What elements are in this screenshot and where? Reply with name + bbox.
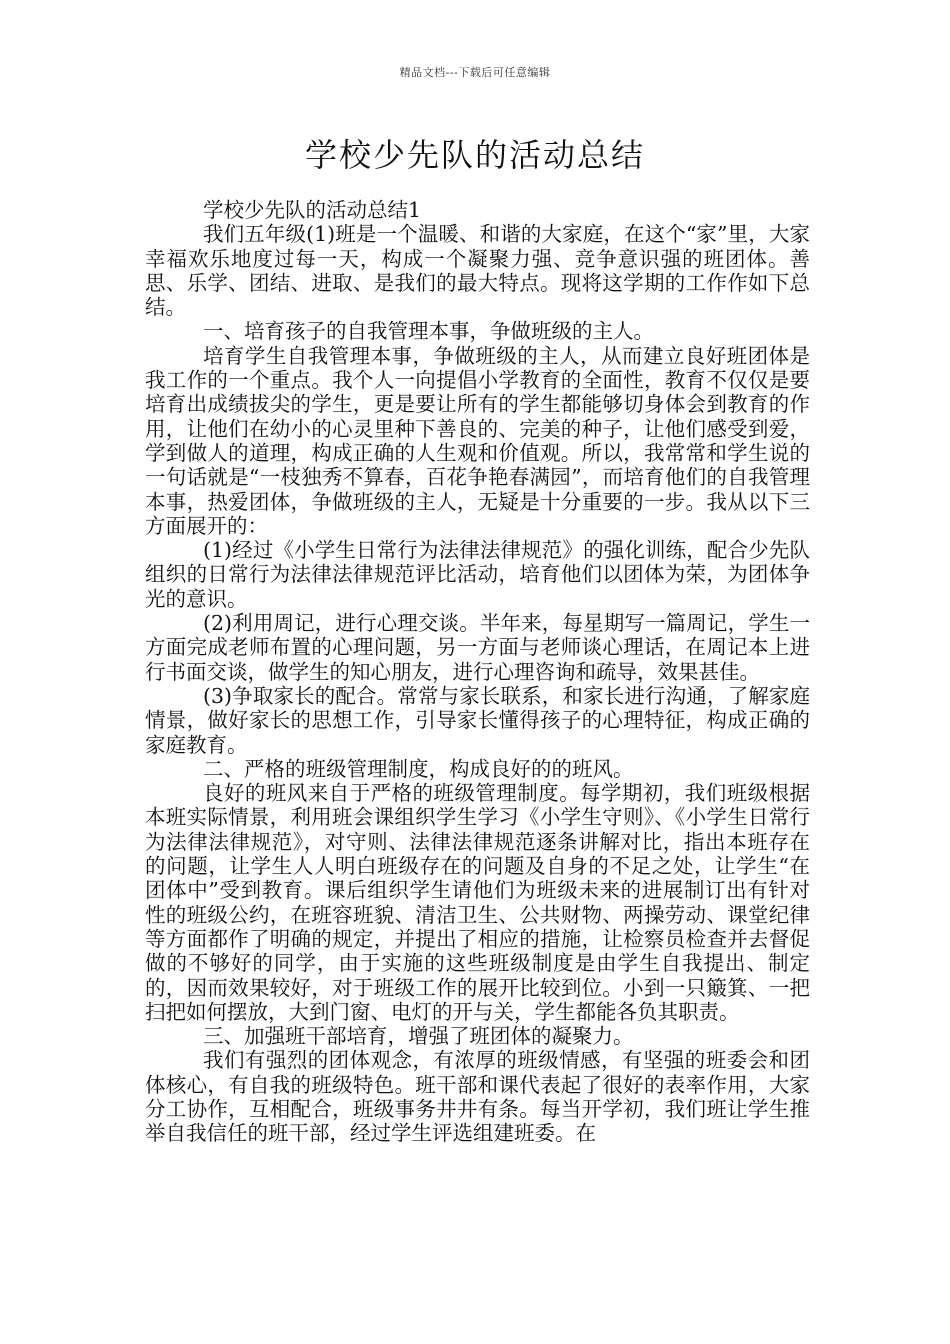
page-header-note: 精品文档---下载后可任意编辑	[399, 66, 551, 79]
paragraph-class-rules: 良好的班风来自于严格的班级管理制度。每学期初，我们班级根据本班实际情景，利用班会课组织学生学习《小学生守则》、《小学生日常行为法律法律规范》，对守则、法律法律规范逐条讲解对比，指出本班存在的问题，让学生人人明白班级存在的问题及自身的不足之处，让学生“在团体中”受到教育。课后组织学生请他们为班级未来的进展制订出有针对性的班级公约，在班容班貌、清洁卫生、公共财物、两操劳动、课堂纪律等方面都作了明确的规定，并提出了相应的措施，让检察员检查并去督促做的不够好的同学，由于实施的这些班级制度是由学生自我提出、制定的，因而效果较好，对于班级工作的展开比较到位。小到一只簸箕、一把扫把如何摆放，大到门窗、电灯的开与关，学生都能各负其职责。	[145, 781, 810, 1024]
document-body	[145, 198, 810, 1146]
paragraph-point-1: (1)经过《小学生日常行为法律法律规范》的强化训练，配合少先队组织的日常行为法律法律规范评比活动，培育他们以团体为荣，为团体争光的意识。	[145, 538, 810, 611]
document-title: 学校少先队的活动总结	[304, 136, 645, 174]
paragraph-self-management: 培育学生自我管理本事，争做班级的主人，从而建立良好班团体是我工作的一个重点。我个人一向提倡小学教育的全面性，教育不仅仅是要培育出成绩拔尖的学生，更是要让所有的学生都能够切身体会到教育的作用，让他们在幼小的心灵里种下善良的、完美的种子，让他们感受到爱，学到做人的道理，构成正确的人生观和价值观。所以，我常常和学生说的一句话就是“一枝独秀不算春，百花争艳春满园”，而培育他们的自我管理本事，热爱团体，争做班级的主人，无疑是十分重要的一步。我从以下三方面展开的：	[145, 343, 810, 538]
heading-section-3: 三、加强班干部培育，增强了班团体的凝聚力。	[203, 1024, 634, 1049]
heading-section-1: 一、培育孩子的自我管理本事，争做班级的主人。	[203, 319, 654, 344]
paragraph-class-cadres: 我们有强烈的团体观念，有浓厚的班级情感，有坚强的班委会和团体核心，有自我的班级特色。班干部和课代表起了很好的表率作用，大家分工协作，互相配合，班级事务井井有条。每当开学初，我们班让学生推举自我信任的班干部，经过学生评选组建班委。在	[145, 1048, 810, 1146]
paragraph-point-2: (2)利用周记，进行心理交谈。半年来，每星期写一篇周记，学生一方面完成老师布置的心理问题，另一方面与老师谈心理话，在周记本上进行书面交谈，做学生的知心朋友，进行心理咨询和疏导，效果甚佳。	[145, 611, 810, 684]
paragraph-intro: 我们五年级(1)班是一个温暖、和谐的大家庭，在这个“家”里，大家幸福欢乐地度过每一天，构成一个凝聚力强、竞争意识强的班团体。善思、乐学、团结、进取、是我们的最大特点。现将这学期的工作作如下总结。	[145, 222, 810, 320]
heading-section-2: 二、严格的班级管理制度，构成良好的的班风。	[203, 756, 634, 781]
paragraph-point-3: (3)争取家长的配合。常常与家长联系，和家长进行沟通，了解家庭情景，做好家长的思想工作，引导家长懂得孩子的心理特征，构成正确的家庭教育。	[145, 683, 810, 757]
section-subtitle: 学校少先队的活动总结1	[203, 198, 422, 222]
